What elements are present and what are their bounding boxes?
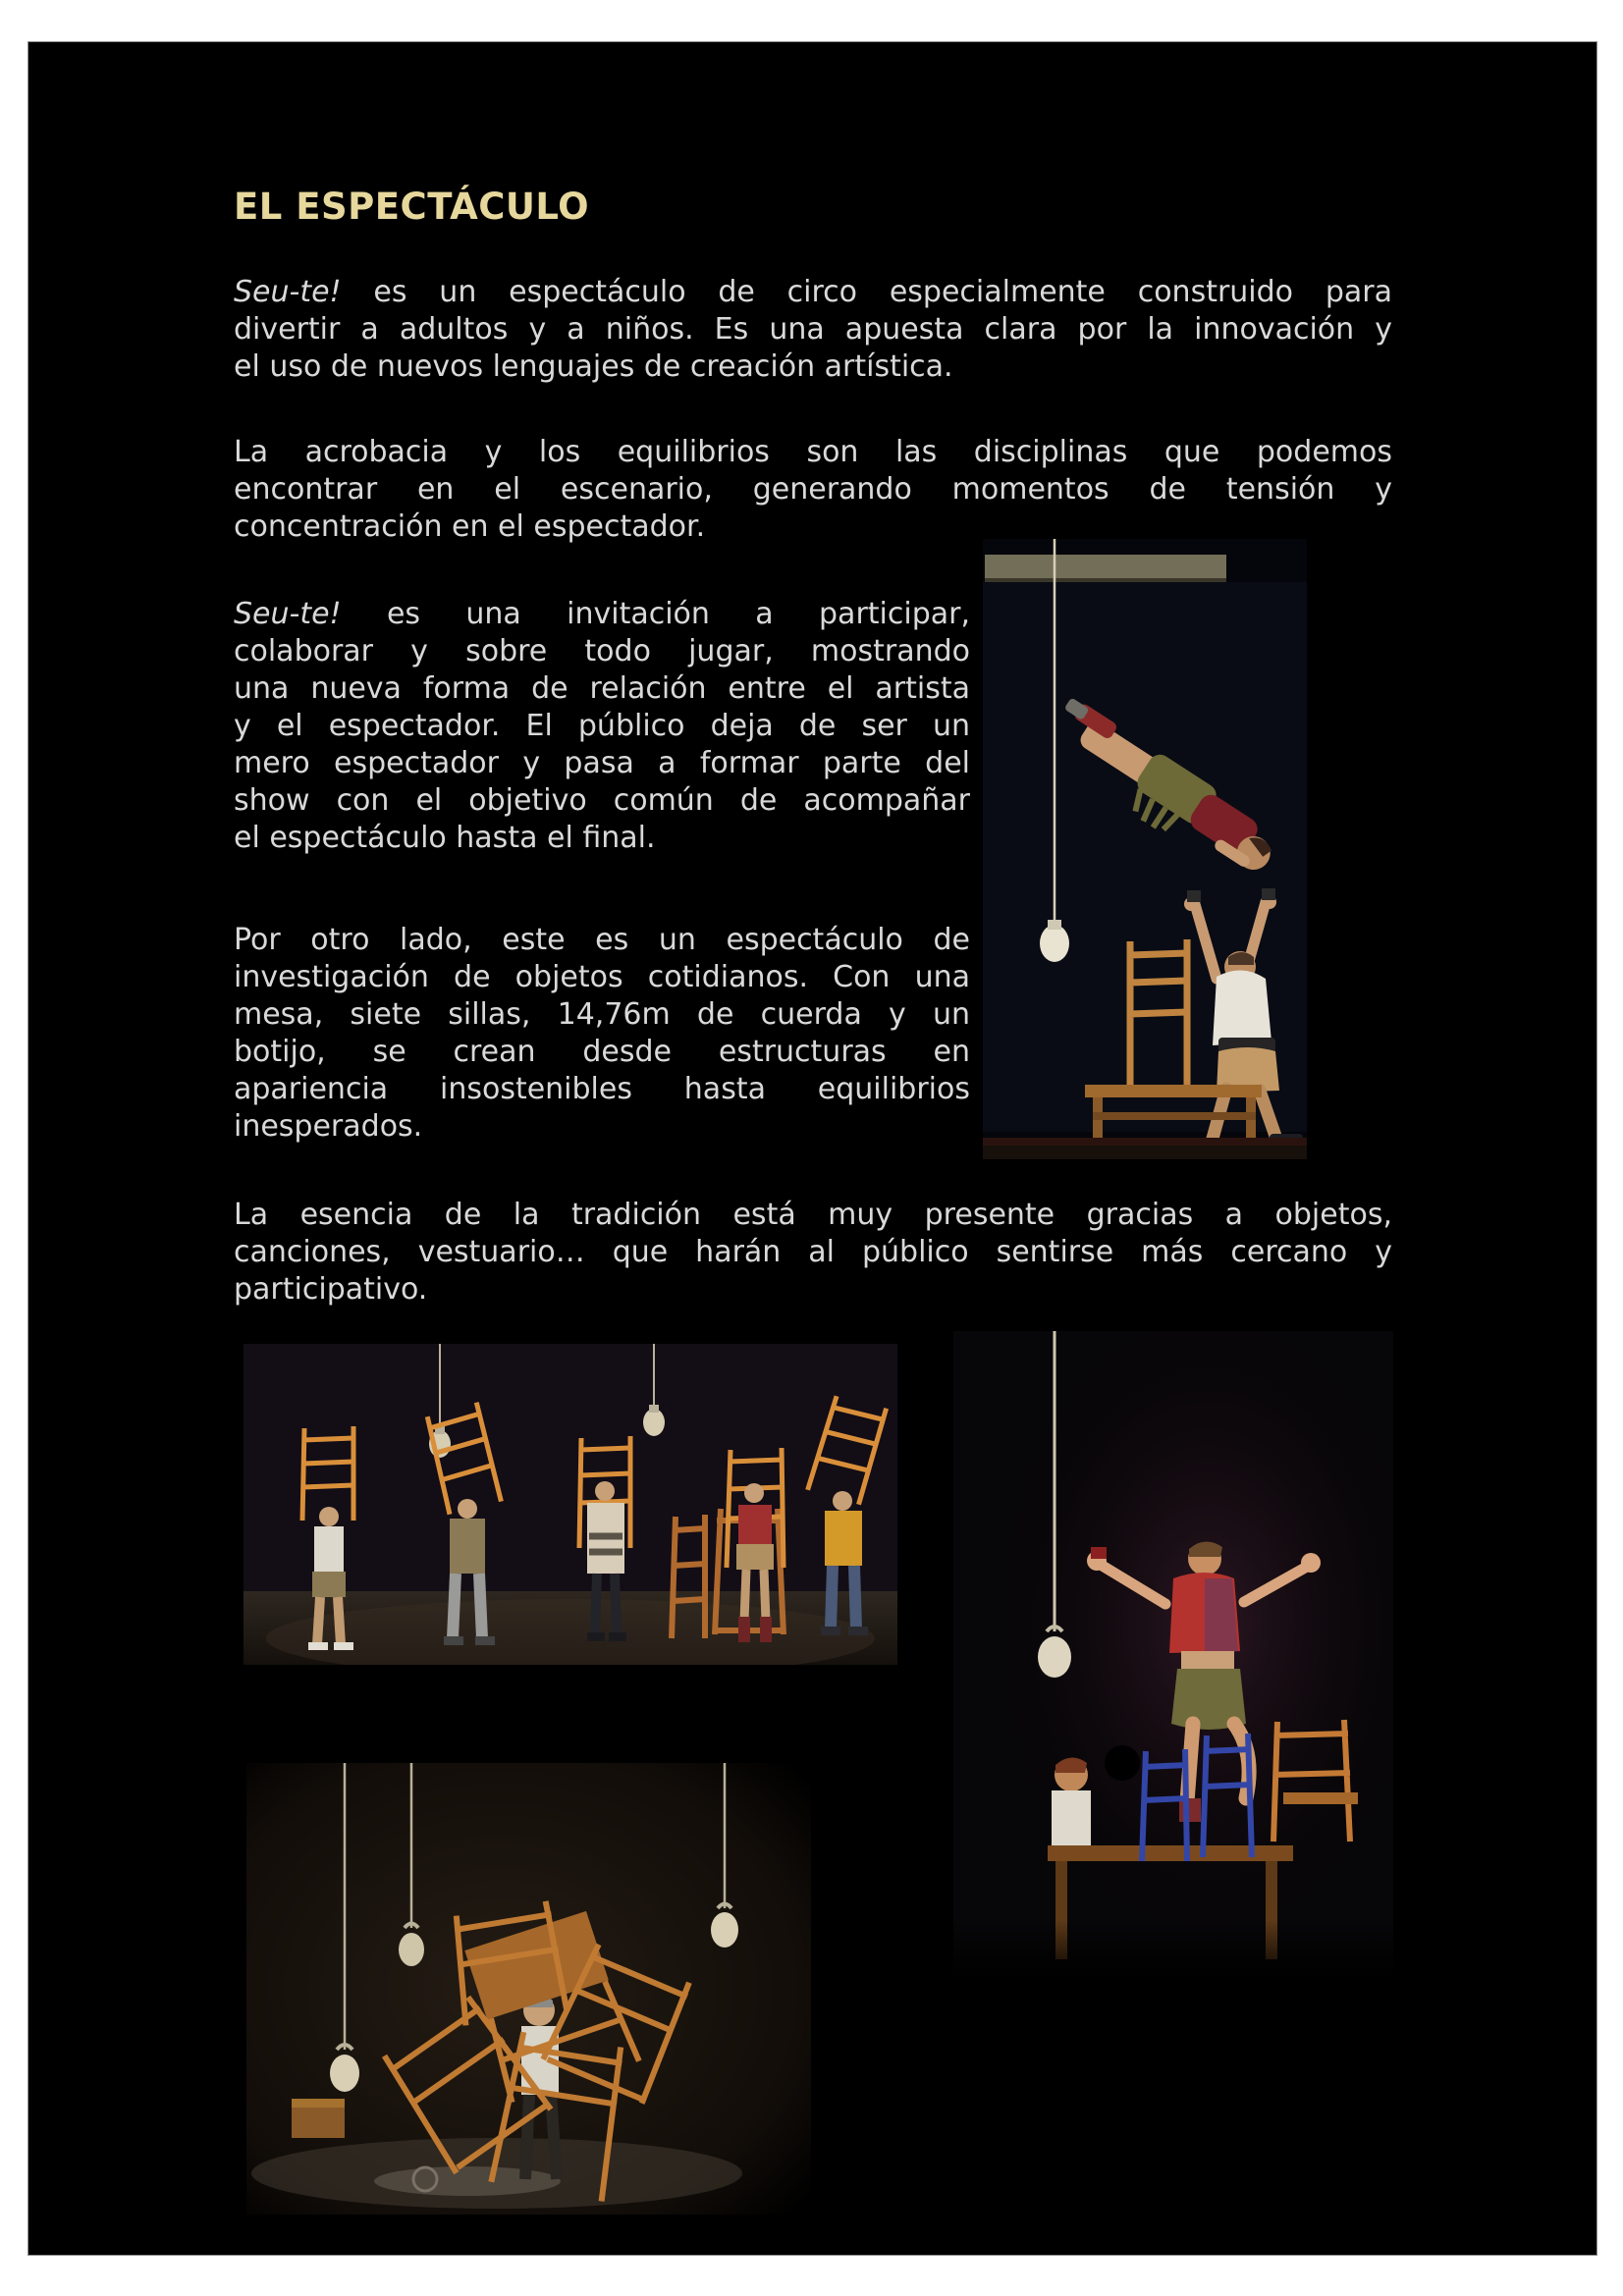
text-line: mesa, siete sillas, 14,76m de cuerda y un bbox=[234, 997, 970, 1032]
text-line: investigación de objetos cotidianos. Con una bbox=[234, 960, 970, 994]
show-name-italic: Seu-te! bbox=[234, 275, 342, 309]
stage-truss bbox=[985, 555, 1226, 580]
photo-bottom-fade bbox=[953, 1920, 1393, 1982]
text-line: divertir a adultos y a niños. Es una apuesta clara por la innovación y bbox=[234, 312, 1392, 347]
stage-floor bbox=[983, 1146, 1307, 1159]
show-name-italic: Seu-te! bbox=[234, 597, 342, 631]
text-line bbox=[234, 596, 970, 633]
text-line-rest: es una invitación a participar, bbox=[341, 597, 970, 631]
text-line: apariencia insostenibles hasta equilibrios bbox=[234, 1072, 970, 1106]
text-line: mero espectador y pasa a formar parte del bbox=[234, 746, 970, 780]
text-line: show con el objetivo común de acompañar bbox=[234, 783, 970, 818]
text-line bbox=[234, 274, 1392, 311]
text-line: Por otro lado, este es un espectáculo de bbox=[234, 923, 970, 957]
photo-flying-acrobat-art bbox=[983, 539, 1307, 1159]
text-line: botijo, se crean desde estructuras en bbox=[234, 1035, 970, 1069]
text-line: inesperados. bbox=[234, 1109, 423, 1144]
text-line: colaborar y sobre todo jugar, mostrando bbox=[234, 634, 970, 668]
stage-edge bbox=[983, 1138, 1307, 1146]
page-title: EL ESPECTÁCULO bbox=[234, 186, 590, 228]
text-line: una nueva forma de relación entre el artista bbox=[234, 671, 970, 706]
text-line: el espectáculo hasta el final. bbox=[234, 821, 656, 855]
text-line: concentración en el espectador. bbox=[234, 509, 706, 544]
stage-truss-shadow bbox=[985, 578, 1226, 582]
paragraph-objects bbox=[234, 922, 970, 1146]
page-canvas bbox=[27, 41, 1597, 2256]
text-line: La esencia de la tradición está muy presente gracias a objetos, bbox=[234, 1198, 1392, 1232]
stage-glow bbox=[953, 1331, 1393, 1982]
text-line: encontrar en el escenario, generando momentos de tensión y bbox=[234, 472, 1392, 507]
text-line-rest: es un espectáculo de circo especialmente construido para bbox=[341, 275, 1392, 309]
paragraph-invitation bbox=[234, 596, 970, 857]
photo-chair-stack bbox=[246, 1763, 811, 2215]
text-line: canciones, vestuario… que harán al público sentirse más cercano y bbox=[234, 1235, 1392, 1269]
wooden-box bbox=[292, 2099, 345, 2138]
paragraph-intro bbox=[234, 274, 1392, 386]
photo-balance-art bbox=[953, 1331, 1393, 1982]
text-line: La acrobacia y los equilibrios son las disciplinas que podemos bbox=[234, 435, 1392, 469]
photo-chairs-row bbox=[243, 1344, 897, 1665]
paragraph-tradition bbox=[234, 1197, 1392, 1308]
photo-balance bbox=[953, 1331, 1393, 1982]
floor-spotlight bbox=[374, 2166, 561, 2196]
paragraph-disciplines bbox=[234, 434, 1392, 546]
text-line: el uso de nuevos lenguajes de creación artística. bbox=[234, 349, 953, 384]
photo-flying-acrobat bbox=[983, 539, 1307, 1159]
text-line: y el espectador. El público deja de ser un bbox=[234, 709, 970, 743]
photo-chairs-row-art bbox=[243, 1344, 897, 1665]
text-line: participativo. bbox=[234, 1272, 428, 1307]
photo-chair-stack-art bbox=[246, 1763, 811, 2215]
